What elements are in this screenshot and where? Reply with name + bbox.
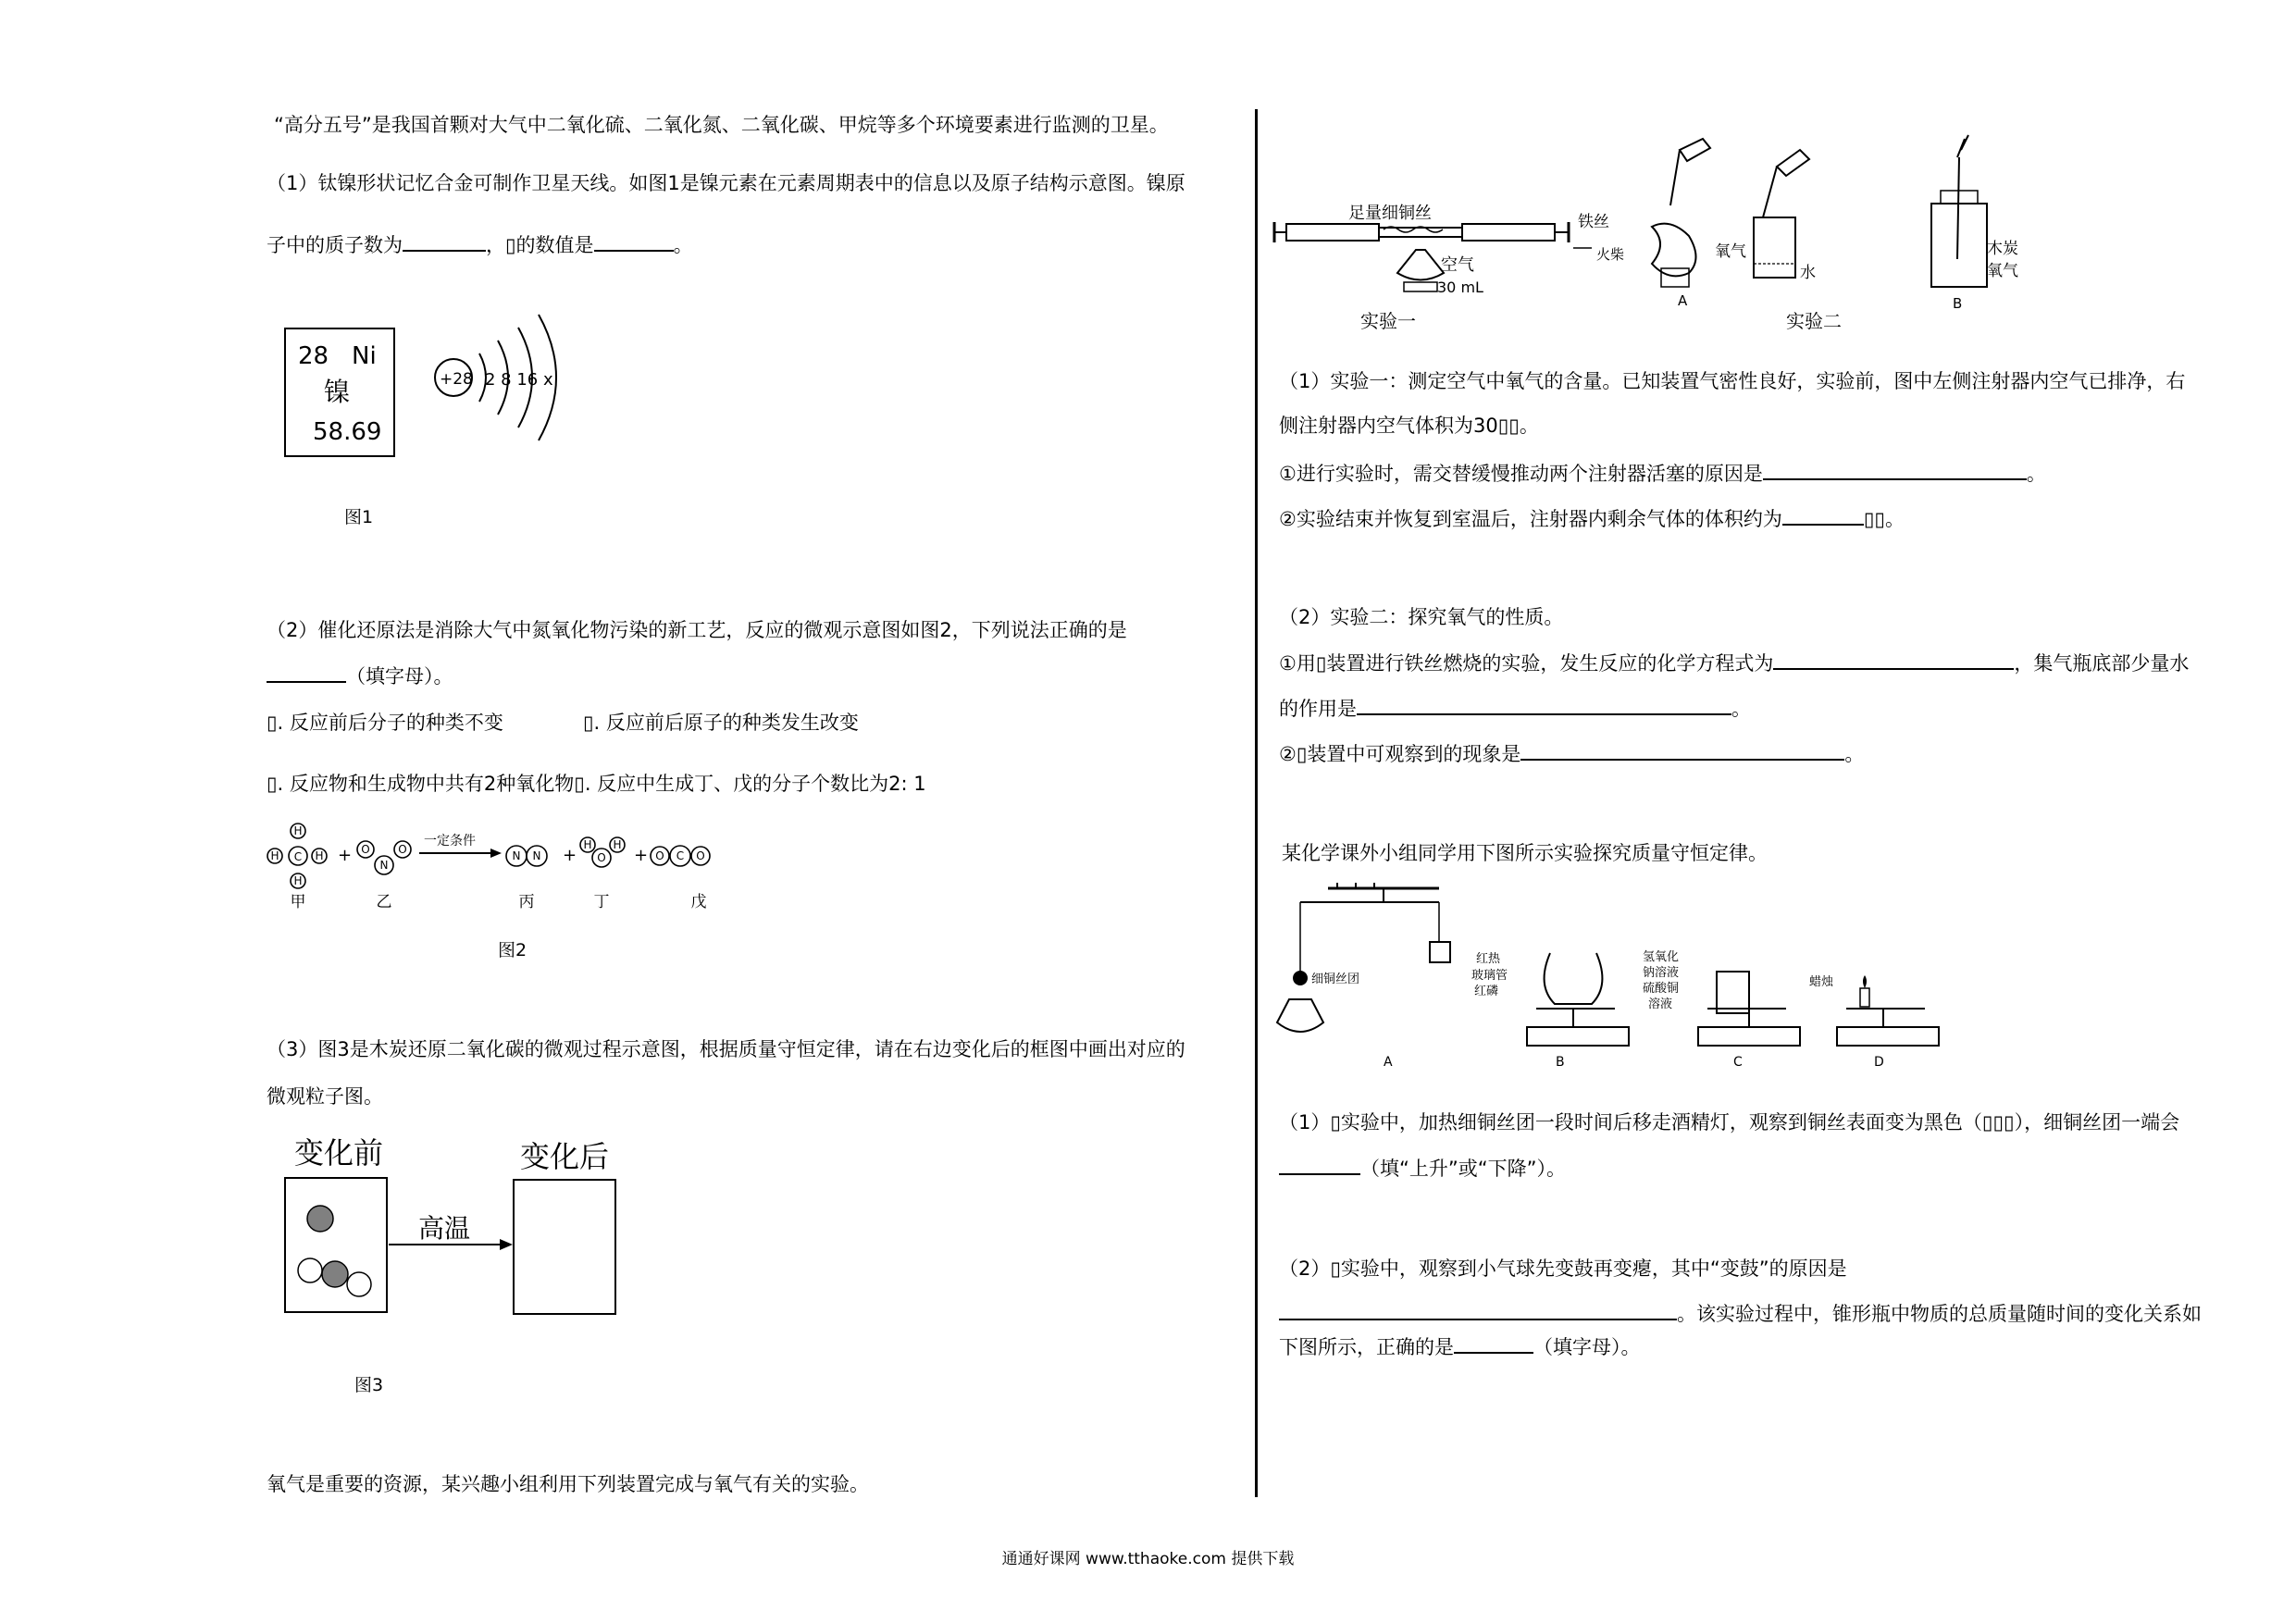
svg-text:H: H (293, 824, 303, 837)
experiment-2-label: 实验二 (1786, 310, 1842, 332)
svg-text:H: H (270, 849, 279, 862)
ni-symbol: Ni (352, 342, 377, 370)
reaction-condition: 一定条件 (424, 834, 476, 849)
svg-text:C: C (676, 849, 685, 862)
exp1-question-2-text: ②实验结束并恢复到室温后，注射器内剩余气体的体积约为 (1279, 508, 1782, 530)
svg-text:+: + (338, 846, 353, 865)
exp2-question-1-text-b: ，集气瓶底部少量水 (2014, 652, 2190, 675)
exp2-question-2: ②▯装置中可观察到的现象是 。 (1279, 740, 1864, 767)
label-wu: 戊 (690, 893, 707, 911)
exp1-text: （1）实验一：测定空气中氧气的含量。已知装置气密性良好，实验前，图中左侧注射器内空气已排净，右 (1279, 370, 2186, 392)
option-a: ▯. 反应前后分子的种类不变 (267, 712, 503, 734)
q1-part2-text: （2）催化还原法是消除大气中氮氧化物污染的新工艺，反应的微观示意图如图2，下列说法正确的是 (267, 619, 1127, 641)
high-temp-label: 高温 (418, 1213, 471, 1244)
q3-part2-text: （2）▯实验中，观察到小气球先变鼓再变瘪，其中“变鼓”的原因是 (1279, 1258, 1847, 1280)
q3-intro: 某化学课外小组同学用下图所示实验探究质量守恒定律。 (1282, 842, 1768, 864)
q3-part1-hint: （填“上升”或“下降”）。 (1360, 1158, 1567, 1180)
q1-part1-text-c: 。 (673, 234, 693, 256)
carbon-atom (307, 1206, 333, 1232)
q3-part2-question-c (1279, 1333, 1641, 1360)
water-label: 水 (1800, 264, 1816, 282)
air-volume-label: 30 mL (1437, 279, 1483, 296)
c-label-3: 硫酸铜 (1643, 982, 1680, 996)
ni-atomic-number: 28 (298, 342, 329, 370)
shell-electron-counts: 2 8 16 x (485, 370, 553, 390)
exp2-question-1 (1279, 650, 2189, 676)
answer-blank-x[interactable] (594, 231, 674, 252)
q3-part1-text: （1）▯实验中，加热细铜丝团一段时间后移走酒精灯，观察到铜丝表面变为黑色（▯▯▯），细铜丝团一端会 (1279, 1111, 2180, 1134)
svg-text:+: + (563, 846, 577, 865)
svg-text:O: O (597, 851, 606, 864)
apparatus-a-letter: A (1384, 1055, 1393, 1070)
label-jia: 甲 (290, 893, 306, 911)
nucleus-charge: +28 (440, 370, 473, 389)
c-label-2: 钠溶液 (1643, 966, 1680, 980)
q1-intro: “高分五号”是我国首颗对大气中二氧化硫、二氧化氮、二氧化碳、甲烷等多个环境要素进行监测的卫星。 (274, 114, 1169, 136)
svg-text:H: H (613, 838, 622, 851)
q3-part2-hint: （填字母）。 (1533, 1336, 1641, 1358)
after-box[interactable] (514, 1180, 615, 1314)
q1-part3-text: （3）图3是木炭还原二氧化碳的微观过程示意图，根据质量守恒定律，请在右边变化后的框图中画出对应的 (267, 1038, 1185, 1060)
q3-part1-question (1279, 1155, 1566, 1182)
footer-source: 通通好课网 www.tthaoke.com 提供下载 (1001, 1550, 1295, 1568)
c-label-1: 氢氧化 (1643, 950, 1680, 964)
charcoal-label: 木炭 (1987, 240, 2018, 258)
apparatus-c (1643, 950, 1800, 1070)
label-bing: 丙 (518, 893, 535, 911)
exp2-question-1-text: ①用▯装置进行铁丝燃烧的实验，发生反应的化学方程式为 (1279, 652, 1774, 675)
apparatus-a (1277, 883, 1450, 1070)
b-label-phosphorus: 红磷 (1474, 985, 1499, 998)
label-yi: 乙 (376, 893, 392, 911)
answer-blank-remaining-volume[interactable] (1782, 505, 1864, 526)
svg-text:+: + (634, 846, 649, 865)
answer-blank-equation[interactable] (1773, 650, 2014, 670)
b-label-hot: 红热 (1476, 952, 1501, 966)
svg-text:H: H (583, 838, 592, 851)
svg-text:C: C (293, 850, 303, 863)
after-label: 变化后 (520, 1139, 610, 1174)
svg-text:O: O (655, 849, 664, 862)
before-label: 变化前 (294, 1135, 384, 1171)
match-label: 火柴 (1596, 246, 1625, 263)
figure-3-caption: 图3 (354, 1375, 384, 1395)
svg-text:N: N (379, 859, 389, 872)
answer-blank-rise-fall[interactable] (1279, 1155, 1360, 1175)
exp1-question-2-unit: ▯▯。 (1863, 508, 1905, 530)
c-label-4: 溶液 (1648, 997, 1673, 1011)
svg-text:O: O (361, 843, 370, 856)
answer-blank-syringe-reason[interactable] (1763, 460, 2027, 480)
exp2-text: （2）实验二：探究氧气的性质。 (1279, 606, 1564, 628)
ni-chinese-name: 镍 (324, 377, 351, 407)
q3-part2-question (1279, 1300, 2202, 1327)
experiment-1-apparatus (1274, 204, 1569, 332)
before-box (285, 1178, 387, 1312)
exp2-question-1-cont: 的作用是 。 (1279, 695, 1751, 722)
q1-part1-question (267, 231, 693, 258)
exp1-text-b: 侧注射器内空气体积为30▯▯。 (1279, 415, 1539, 437)
figure-2-caption: 图2 (498, 940, 527, 960)
q1-part2-question (267, 663, 453, 689)
ni-atomic-mass: 58.69 (313, 418, 382, 446)
experiment-1-label: 实验一 (1360, 310, 1416, 332)
answer-blank-graph-choice[interactable] (1454, 1333, 1533, 1354)
svg-text:N: N (512, 849, 521, 862)
q1-part2-hint: （填字母）。 (346, 665, 453, 688)
experiment-figures (1272, 130, 2087, 342)
exp1-question-1-text: ①进行实验时，需交替缓慢推动两个注射器活塞的原因是 (1279, 463, 1763, 485)
column-divider (1255, 109, 1258, 1497)
option-b: ▯. 反应前后原子的种类发生改变 (583, 712, 859, 734)
figure-3-transformation (278, 1134, 629, 1337)
q3-part2-text-b: 。该实验过程中，锥形瓶中物质的总质量随时间的变化关系如 (1677, 1303, 2202, 1325)
q1-part1-text-b: ，▯的数值是 (486, 234, 594, 256)
candle-label: 蜡烛 (1809, 975, 1834, 989)
label-ding: 丁 (593, 893, 610, 911)
svg-text:O: O (398, 843, 407, 856)
exp1-question-2 (1279, 505, 1905, 532)
answer-blank-choice[interactable] (267, 663, 346, 683)
answer-blank-water-role[interactable] (1357, 695, 1731, 715)
apparatus-b (1471, 951, 1629, 1070)
svg-text:O: O (696, 849, 705, 862)
co2-carbon (322, 1261, 348, 1287)
q2-intro: 氧气是重要的资源，某兴趣小组利用下列装置完成与氧气有关的实验。 (267, 1473, 869, 1495)
exp2-question-2-text: ②▯装置中可观察到的现象是 (1279, 743, 1521, 765)
b-label-tube: 玻璃管 (1471, 969, 1508, 983)
option-c-d: ▯. 反应物和生成物中共有2种氧化物▯. 反应中生成丁、戊的分子个数比为2: 1 (267, 773, 926, 795)
exp2-question-1-text-c: 的作用是 (1279, 698, 1357, 720)
answer-blank-balloon-reason[interactable] (1279, 1300, 1677, 1320)
copper-wire-label: 足量细铜丝 (1348, 204, 1432, 223)
air-label: 空气 (1441, 255, 1474, 275)
apparatus-b-letter: B (1556, 1055, 1565, 1070)
q1-part3-text-b: 微观粒子图。 (267, 1085, 383, 1108)
svg-text:N: N (532, 849, 541, 862)
figure-1-caption: 图1 (344, 507, 374, 527)
figure-1-nickel (278, 296, 583, 463)
answer-blank-protons[interactable] (403, 231, 486, 252)
iron-wire-label: 铁丝 (1578, 213, 1609, 231)
apparatus-d-letter: D (1874, 1055, 1884, 1070)
oxygen-b-label: 氧气 (1987, 262, 2018, 280)
copper-ball-label: 细铜丝团 (1311, 973, 1360, 986)
oxygen-label: 氧气 (1715, 242, 1746, 261)
exp1-question-1: ①进行实验时，需交替缓慢推动两个注射器活塞的原因是 。 (1279, 460, 2046, 487)
q1-part1-text: （1）钛镍形状记忆合金可制作卫星天线。如图1是镍元素在元素周期表中的信息以及原子结构示意图。镍原 (267, 172, 1185, 194)
fig-a-letter-1: A (1678, 292, 1688, 309)
experiment-2a-apparatus (1573, 139, 1842, 332)
mass-conservation-apparatus (1272, 870, 1939, 1083)
answer-blank-phenomenon[interactable] (1520, 740, 1844, 761)
figure-2-reaction (264, 814, 745, 916)
fig-b-letter: B (1953, 295, 1963, 312)
svg-text:H: H (315, 849, 324, 862)
q1-part1-text-a: 子中的质子数为 (267, 234, 403, 256)
q3-part2-text-c: 下图所示，正确的是 (1279, 1336, 1454, 1358)
apparatus-d (1809, 974, 1939, 1070)
svg-text:H: H (293, 874, 303, 887)
experiment-2b-apparatus (1931, 135, 2018, 312)
apparatus-c-letter: C (1733, 1055, 1743, 1070)
